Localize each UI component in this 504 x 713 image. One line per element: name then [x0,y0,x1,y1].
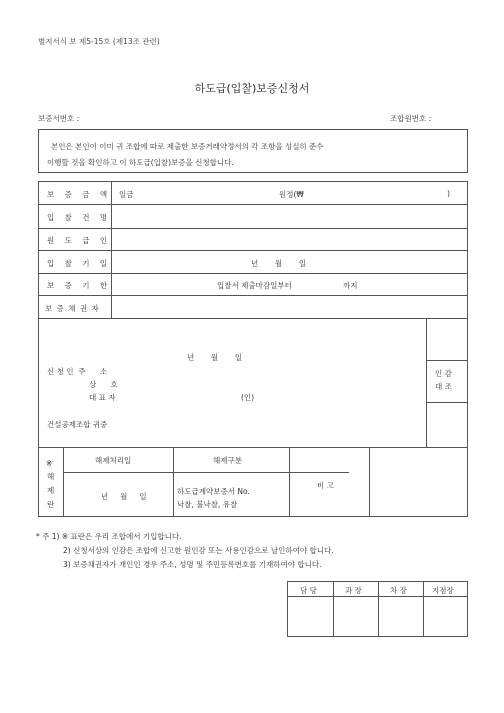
declaration-box [38,129,468,173]
creditor-label: 보 증 채 권 자 [45,304,100,313]
recipient: 건설공제조합 귀중 [47,420,108,429]
cancel-date-header: 해제처리일 [95,456,132,465]
declaration-line-2: 이행할 것을 확인하고 이 하도급(입찰)보증을 신청합니다. [47,158,234,167]
bid-date-value: 년 월 일 [251,259,307,268]
amount-prefix: 일금 [119,190,134,199]
application-date: 년 월 일 [187,353,243,362]
page-title: 하도급(입찰)보증신청서 [194,82,310,95]
period-label: 보 증 기 한 [47,281,112,290]
period-from: 입찰서 제출마감일부터 [217,281,292,290]
approval-staff: 담 당 [300,586,317,595]
contractor-label: 원 도 급 인 [47,236,112,245]
form-id: 별지서식 보 제5-15호 (제13조 관련) [38,37,160,46]
remarks-label: 비 고 [317,481,334,490]
seal-check-line-2: 대 조 [435,382,452,391]
declaration-line-1: 본인은 본인이 이미 귀 조합에 따로 제출한 보증거래약정서의 각 조항을 성실히 준수 [51,142,324,151]
approval-branch-head: 지점장 [432,586,454,595]
cancel-type-header: 해제구분 [213,456,242,465]
representative-label: 대 표 자 [89,393,116,402]
note-1: * 주 1) ※ 표란은 우리 조합에서 기입합니다. [36,532,182,541]
cancel-mark: ※ [46,459,53,468]
cancel-side-1: 해 [47,472,55,481]
amount-close: ) [447,189,450,198]
approval-box [287,581,468,637]
seal-mark: (인) [241,393,255,402]
cancel-type-line-1: 하도급계약보증서 No. [177,487,250,496]
applicant-address-label: 신 청 인 주 소 [47,367,108,376]
notes [36,530,334,572]
amount-label: 보 증 금 액 [47,190,112,199]
bid-date-label: 입 찰 기 일 [47,259,112,268]
cancel-date-value: 년 월 일 [101,492,147,501]
amount-won: 원정(₩ [279,190,304,199]
note-2: 2) 신청서상의 인감은 조합에 신고한 원인감 또는 사용인감으로 날인하여야 합니다. [63,546,334,555]
cancel-side-2: 제 [47,486,55,495]
cert-no-label: 보증서번호 : [38,114,80,123]
approval-deputy: 차 장 [390,586,407,595]
seal-check-line-1: 인 감 [435,369,452,378]
bid-name-label: 입 찰 건 명 [47,213,112,222]
cancel-side-3: 란 [47,500,55,509]
cancel-type-line-2: 낙찰, 불낙찰, 유찰 [177,500,238,509]
member-no-label: 조합원번호 : [390,114,432,123]
period-to: 까지 [343,281,358,290]
note-3: 3) 보증채권자가 개인인 경우 주소, 성명 및 주민등록번호를 기재하여야 합니다. [63,560,322,569]
approval-manager: 과 장 [345,586,362,595]
company-label: 상 호 [89,380,118,389]
application-table [38,181,468,517]
